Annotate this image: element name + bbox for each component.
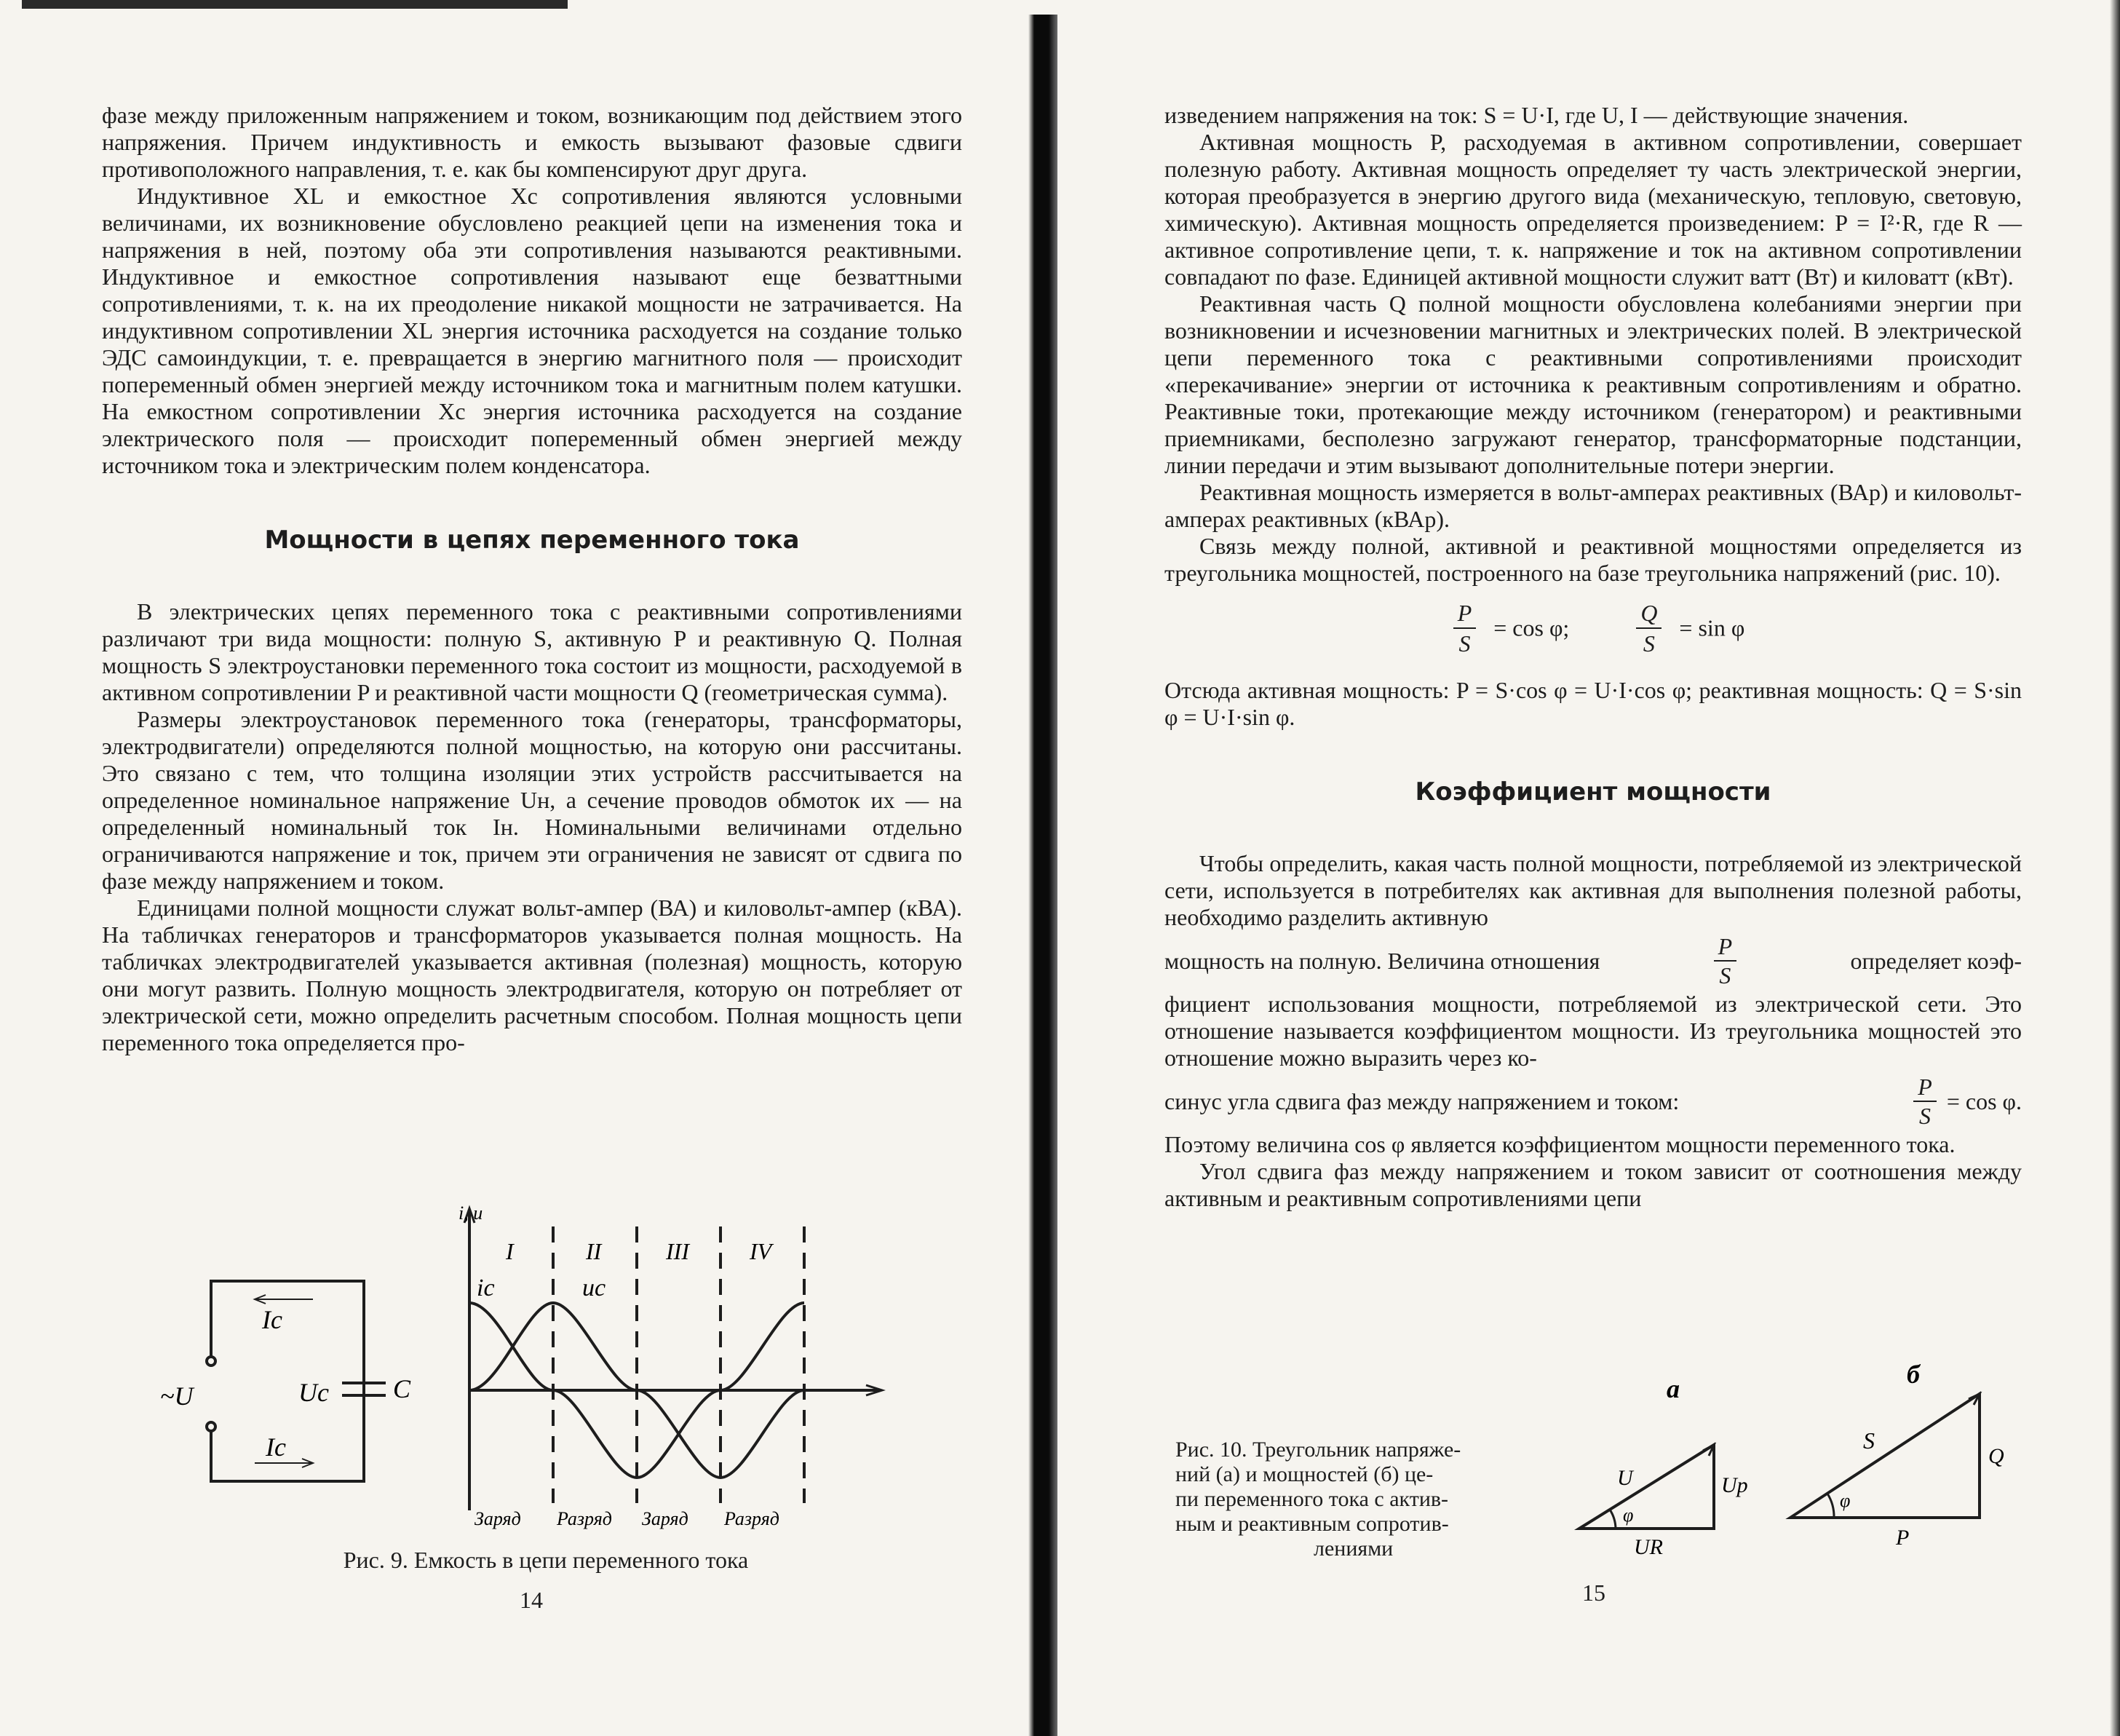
paragraph: Индуктивное XL и емкостное Xc сопротивления являются условными величинами, их возникновение обусловлено реакцией цепи на изменения тока и напряжения в ней, поэтому оба эти сопротивления называются реактивными. Индуктивное и емкостное сопротивления называют еще безваттными сопротивлениями, т. к. на их преодоление никакой мощности не затрачивается. На индуктивном сопротивлении XL энергия источника расходуется на создание только ЭДС самоиндукции, т. е. превращается в энергию магнитного поля — происходит попеременный обмен энергией между источником тока и магнитным полем катушки. На емкостном сопротивлении Xc энергия источника расходуется на создание электрического поля — происходит попеременный обмен энергией между источником тока и электрическим полем конденсатора. [102,183,962,478]
ratio-line [1164,932,2022,989]
triangle-a-vert: Up [1721,1473,1748,1497]
line-text: = cos φ. [1946,1087,2022,1114]
fraction [1714,932,1737,989]
cos-line [1164,1073,2022,1130]
triangle-b-hyp: S [1863,1427,1875,1454]
left-page [102,102,962,1056]
line-text: синус угла сдвига фаз между напряжением и током: [1164,1087,1680,1114]
triangle-b-angle: φ [1840,1490,1851,1511]
current-top-label: Ic [262,1305,282,1334]
power-triangle [1790,1394,1980,1518]
paragraph: Поэтому величина cos φ является коэффициентом мощности переменного тока. [1164,1131,1956,1157]
triangle-a-base: UR [1634,1535,1663,1559]
axis-label: i, u [458,1205,483,1224]
quarter-label: II [586,1238,602,1264]
section-heading: Коэффициент мощности [1415,777,1771,806]
paragraph: фициент использования мощности, потребляемой из электрической сети. Это отношение называется коэффициентом мощности. Из треугольника мощностей это отношение можно выразить через ко- [1164,991,2022,1071]
denominator: S [1643,630,1655,657]
current-bottom-label: Ic [266,1432,286,1462]
caption-line: ний (а) и мощностей (б) це- [1175,1462,1434,1486]
ic-label: ic [477,1275,495,1301]
caption-line: пи переменного тока с актив- [1175,1487,1449,1511]
fraction [1453,598,1477,658]
triangle-a-angle: φ [1623,1505,1634,1526]
triangle-a-title: а [1667,1374,1680,1403]
scan-top-edge [22,0,568,9]
formula-text: = sin φ [1679,614,1745,641]
paragraph: изведением напряжения на ток: S = U·I, где U, I — действующие значения. [1164,102,1909,128]
paragraph: В электрических цепях переменного тока с реактивными сопротивлениями различают три вида мощности: полную S, активную P и реактивную Q. Полная мощность S электроустановки переменного тока состоит из мощности, расходуемой в активном сопротивлении P и реактивной части мощности Q (геометрическая сумма). [102,598,962,705]
triangle-b-vert: Q [1988,1444,2004,1468]
paragraph: Размеры электроустановок переменного тока (генераторы, трансформаторы, электродвигатели) определяются полной мощностью, на которую они рассчитаны. Это связано с тем, что толщина изоляции этих устройств рассчитывается на определенное номинальное напряжение Uн, а сечение проводов обмоток их — на определенный номинальный ток Iн. Номинальными величинами отдельно ограничиваются напряжение и ток, причем эти ограничения не зависят от сдвига по фазе между напряжением и током. [102,706,962,894]
figure-9-caption: Рис. 9. Емкость в цепи переменного тока [343,1547,749,1573]
scan-right-edge [2110,0,2120,1736]
phase-label: Разряд [557,1508,612,1529]
voltage-label: Uc [298,1378,329,1407]
page-number: 14 [520,1587,543,1613]
triangle-a-hyp: U [1617,1466,1633,1490]
right-page [1164,102,2022,1212]
line-text: определяет коэф- [1850,947,2022,974]
voltage-triangle [1579,1445,1714,1529]
capacitor-circuit [207,1281,386,1481]
paragraph: Угол сдвига фаз между напряжением и током зависит от соотношения между активным и реактивным сопротивлениями цепи [1164,1158,2022,1211]
page-number: 15 [1582,1580,1605,1606]
quarter-label: IV [750,1238,772,1264]
phase-label: Заряд [475,1508,521,1529]
figure-10-caption [1175,1438,1568,1561]
caption-line: лениями [1314,1537,1394,1561]
paragraph: Реактивная мощность измеряется в вольт-амперах реактивных (ВАр) и киловольт-амперах реактивных (кВАр). [1164,479,2022,532]
formula-cos-sin [1164,598,2022,668]
capacitor-label: C [393,1374,411,1403]
denominator: S [1458,630,1471,657]
paragraph: Отсюда активная мощность: P = S·cos φ = U·I·cos φ; реактивная мощность: Q = S·sin φ = U·I·sin φ. [1164,677,2022,730]
fraction [1913,1073,1937,1130]
paragraph: фазе между приложенным напряжением и током, возникающим под действием этого напряжения. Причем индуктивность и емкость вызывают фазовые сдвиги противоположного направления, т. е. как бы компенсируют друг друга. [102,102,962,182]
quarter-label: III [666,1238,689,1264]
quarter-label: I [506,1238,514,1264]
line-text: мощность на полную. Величина отношения [1164,947,1600,974]
section-heading: Мощности в цепях переменного тока [264,526,800,555]
denominator: S [1719,962,1731,988]
caption-line: ным и реактивным сопротив- [1175,1512,1449,1536]
denominator: S [1919,1103,1932,1129]
numerator: P [1453,598,1477,629]
paragraph: Единицами полной мощности служат вольт-ампер (ВА) и киловольт-ампер (кВА). На табличках генераторов и трансформаторов указывается полная мощность. На табличках электродвигателей указывается активная (полезная) мощность, которую они могут развить. Полную мощность электродвигателя, которую он потребляет от электрической сети, можно определить расчетным способом. Полная мощность цепи переменного тока определяется про- [102,895,962,1055]
book-spine-shadow [1028,15,1057,1736]
figure-9 [146,1205,910,1539]
formula-text: = cos φ; [1493,614,1570,641]
numerator: P [1913,1073,1937,1102]
phase-label: Разряд [724,1508,779,1529]
phase-label: Заряд [642,1508,688,1529]
caption-line: Рис. 10. Треугольник напряже- [1175,1438,1461,1462]
paragraph: Реактивная часть Q полной мощности обусловлена колебаниями энергии при возникновении и исчезновении магнитных и электрических полей. В электрической цепи переменного тока с реактивными сопротивлениями происходит «перекачивание» энергии от источника к реактивным сопротивлениям и обратно. Реактивные токи, протекающие между источником (генератором) и реактивными приемниками, бесполезно загружают генератор, трансформаторные подстанции, линии передачи и этим вызывают дополнительные потери энергии. [1164,290,2022,478]
source-label: ~U [160,1382,194,1411]
numerator: Q [1636,598,1662,629]
numerator: P [1714,932,1737,962]
paragraph: Связь между полной, активной и реактивной мощностями определяется из треугольника мощностей, построенного на базе треугольника напряжений (рис. 10). [1164,533,2022,586]
paragraph: Чтобы определить, какая часть полной мощности, потребляемой из электрической сети, используется в потребителях как активная для выполнения полезной работы, необходимо разделить активную [1164,850,2022,930]
uc-label: uc [582,1275,606,1301]
figure-10-triangles [1565,1354,2030,1572]
triangle-b-title: б [1907,1360,1920,1389]
triangle-b-base: P [1896,1526,1910,1550]
paragraph: Активная мощность P, расходуемая в активном сопротивлении, совершает полезную работу. Активная мощность определяет ту часть электрической энергии, которая преобразуется в энергию другого вида (механическую, тепловую, световую, химическую). Активная мощность определяется произведением: P = I²·R, где R — активное сопротивление цепи, т. к. напряжение и ток на активном сопротивлении совпадают по фазе. Единицей активной мощности служит ватт (Вт) и киловатт (кВт). [1164,129,2022,290]
fraction [1636,598,1662,658]
